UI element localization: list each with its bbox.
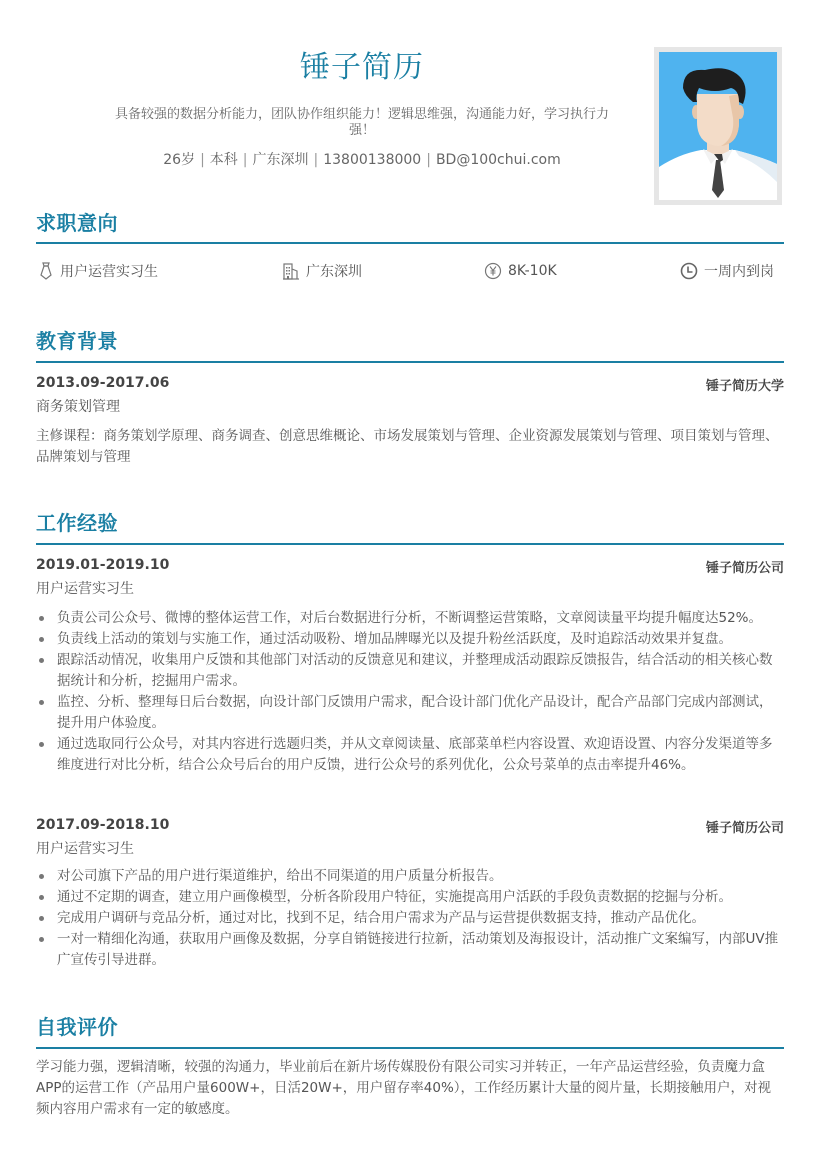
list-item: 监控、分析、整理每日后台数据，向设计部门反馈用户需求，配合设计部门优化产品设计，配合产品部门完成内部测试，提升用户体验度。 (36, 692, 784, 734)
section-divider (36, 543, 784, 545)
work-role: 用户运营实习生 (36, 841, 134, 857)
avatar-illustration (659, 52, 777, 200)
contact-location: 广东深圳 (252, 152, 309, 168)
contact-degree: 本科 (209, 152, 238, 168)
separator: | (313, 152, 319, 168)
intent-salary-label: 8K-10K (508, 263, 557, 279)
education-courses: 主修课程：商务策划学原理、商务调查、创意思维概论、市场发展策划与管理、企业资源发展策划与管理、项目策划与管理、品牌策划与管理 (36, 428, 779, 465)
list-item: 一对一精细化沟通，获取用户画像及数据，分享自销链接进行拉新，活动策划及海报设计，活动推广文案编写，内部UV推广宣传引导进群。 (36, 929, 784, 971)
intent-location (282, 261, 362, 281)
work-period: 2019.01-2019.10 (36, 557, 170, 573)
contact-age: 26岁 (163, 152, 196, 168)
list-item: 负责线上活动的策划与实施工作，通过活动吸粉、增加品牌曝光以及提升粉丝活跃度，及时追踪活动效果并复盘。 (36, 629, 784, 650)
education-entry-header (36, 375, 784, 393)
work-company: 锤子简历公司 (705, 561, 784, 576)
intent-availability (680, 261, 774, 281)
separator: | (426, 152, 431, 168)
separator: | (242, 152, 248, 168)
candidate-summary: 具备较强的数据分析能力，团队协作组织能力！逻辑思维强，沟通能力好，学习执行力强！ (114, 107, 609, 138)
list-item: 跟踪活动情况，收集用户反馈和其他部门对活动的反馈意见和建议，并整理成活动跟踪反馈报告，结合活动的相关核心数据统计和分析，挖掘用户需求。 (36, 650, 784, 692)
list-item: 完成用户调研与竞品分析，通过对比，找到不足，结合用户需求为产品与运营提供数据支持，推动产品优化。 (36, 908, 784, 929)
education-school: 锤子简历大学 (705, 379, 784, 394)
work-company: 锤子简历公司 (705, 821, 784, 836)
intent-position-label: 用户运营实习生 (60, 264, 158, 280)
section-divider (36, 361, 784, 363)
avatar (654, 47, 782, 205)
list-item: 通过不定期的调查，建立用户画像模型，分析各阶段用户特征，实施提高用户活跃的手段负责数据的挖掘与分析。 (36, 887, 784, 908)
work-duties-list (36, 866, 784, 971)
intent-location-label: 广东深圳 (306, 264, 362, 280)
building-icon (282, 262, 300, 280)
work-duties-list (36, 608, 784, 776)
section-title-education: 教育背景 (36, 329, 118, 353)
education-period: 2013.09-2017.06 (36, 375, 170, 391)
section-title-work: 工作经验 (36, 511, 118, 535)
work-period: 2017.09-2018.10 (36, 817, 170, 833)
contact-email: BD@100chui.com (435, 152, 561, 168)
section-divider (36, 242, 784, 244)
contact-phone: 13800138000 (323, 152, 422, 168)
list-item: 通过选取同行公众号，对其内容进行选题归类，并从文章阅读量、底部菜单栏内容设置、欢迎语设置、内容分发渠道等多维度进行对比分析，结合公众号后台的用户反馈，进行公众号的系列优化，公众号菜单的点击率提升46%。 (36, 734, 784, 776)
tie-icon (38, 262, 54, 280)
yen-icon (484, 262, 502, 280)
intent-availability-label: 一周内到岗 (704, 264, 774, 280)
section-title-job-intent: 求职意向 (36, 211, 118, 235)
intent-salary (484, 261, 557, 281)
person-icon (659, 52, 777, 200)
list-item: 对公司旗下产品的用户进行渠道维护，给出不同渠道的用户质量分析报告。 (36, 866, 784, 887)
work-entry-header (36, 817, 784, 835)
resume-page (36, 0, 784, 1160)
section-divider (36, 1047, 784, 1049)
contact-line (106, 151, 618, 169)
section-title-self-evaluation: 自我评价 (36, 1015, 118, 1039)
self-evaluation-text: 学习能力强，逻辑清晰，较强的沟通力，毕业前后在新片场传媒股份有限公司实习并转正，一年产品运营经验，负责魔力盒APP的运营工作（产品用户量600W+，日活20W+，用户留存率40%），工作经历累计大量的阅片量，长期接触用户，对视频内容用户需求有一定的敏感度。 (36, 1059, 772, 1117)
candidate-name: 锤子简历 (300, 50, 424, 85)
work-entry-header (36, 557, 784, 575)
resume-header (36, 0, 784, 215)
intent-position (38, 261, 158, 281)
work-role: 用户运营实习生 (36, 581, 134, 597)
list-item: 负责公司公众号、微博的整体运营工作，对后台数据进行分析，不断调整运营策略，文章阅读量平均提升幅度达52%。 (36, 608, 784, 629)
separator: | (200, 152, 205, 168)
education-major: 商务策划管理 (36, 399, 120, 415)
clock-icon (680, 262, 698, 280)
